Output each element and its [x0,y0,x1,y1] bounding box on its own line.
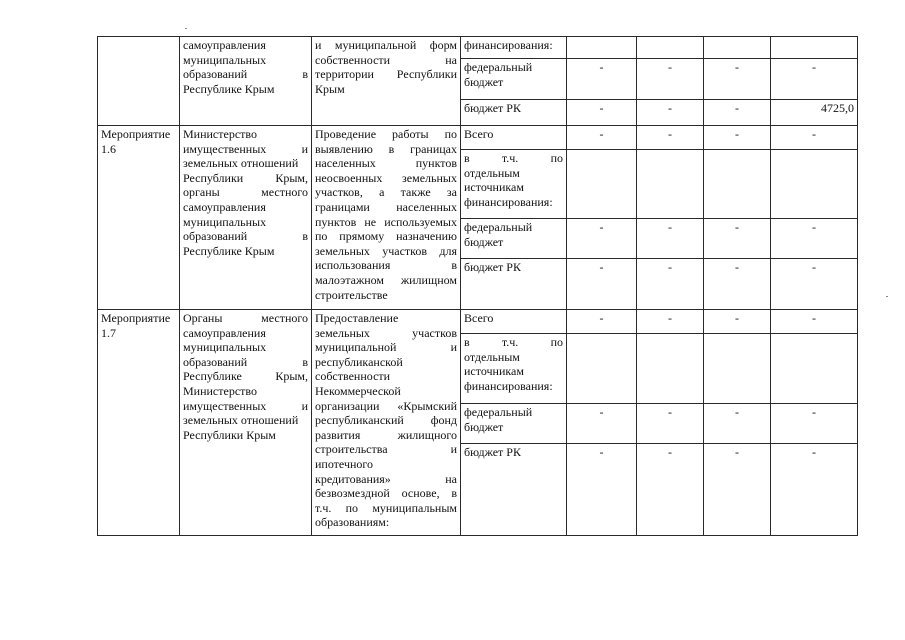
measure-id-cell [98,310,180,536]
executor-cell [180,310,312,536]
executor-line: земельных отношений [183,413,299,428]
scan-speck [886,296,888,297]
content-line: территории Республики [315,67,457,82]
value-cell [567,334,637,404]
value-cell: - [771,310,858,334]
value-cell [771,150,858,219]
value-cell: - [704,310,771,334]
executor-line: Республике Крым, [183,369,308,384]
value-cell: - [637,310,704,334]
executor-line: образований в [183,354,308,369]
content-line: земельных участков [315,325,457,340]
value-cell: - [704,444,771,536]
content-line: строительства и [315,442,457,457]
source-cell [461,334,567,404]
value-cell: - [567,444,637,536]
value-cell: - [567,404,637,444]
source-cell: Всего [461,126,567,150]
value-cell: - [637,444,704,536]
content-line: т.ч. по муниципальным [315,500,457,515]
executor-line: муниципальных [183,52,267,67]
executor-line: Республике Крым [183,81,275,96]
value-cell: - [704,126,771,150]
executor-line: земельных отношений [183,156,299,171]
content-cell [312,126,461,310]
value-cell: - [567,59,637,100]
content-line: муниципальной и [315,340,457,355]
table-row [98,310,858,334]
source-line: источникам [464,180,524,195]
content-line: по прямому назначению [315,229,457,244]
executor-line: имущественных и [183,141,308,156]
content-line: неосвоенных земельных [315,170,457,185]
content-line: кредитования» на [315,471,457,486]
measure-id: Мероприятие 1.6 [101,127,171,156]
value-cell: - [637,100,704,126]
content-line: Некоммерческой [315,383,401,398]
content-line: Предоставление [315,311,399,325]
source-line: финансирования: [464,378,553,393]
measure-id-cell [98,37,180,126]
table-row [98,37,858,59]
value-cell: - [567,219,637,259]
source-cell: бюджет РК [461,100,567,126]
content-line: образованиям: [315,515,390,530]
source-cell: федеральный бюджет [461,404,567,444]
executor-line: муниципальных [183,340,267,355]
content-line: собственности на [315,52,457,67]
value-cell [771,334,858,404]
value-cell: - [771,444,858,536]
value-cell [704,37,771,59]
value-cell: - [771,126,858,150]
content-line: малоэтажном жилищном [315,272,457,287]
content-line: собственности [315,369,391,384]
executor-line: Органы местного [183,311,308,325]
source-line: в т.ч. по [464,335,563,349]
value-cell: - [771,259,858,310]
source-line: в т.ч. по [464,151,563,165]
content-line: республиканской [315,354,403,369]
content-line: населенных пунктов [315,156,457,171]
table-row [98,126,858,150]
value-cell: - [637,126,704,150]
content-line: Крым [315,81,345,96]
content-line: ипотечного [315,456,374,471]
executor-line: самоуправления [183,325,266,340]
value-cell: - [704,59,771,100]
executor-line: муниципальных [183,214,267,229]
program-measures-table [97,36,858,536]
executor-line: Республики Крым [183,427,276,442]
measure-id: Мероприятие 1.7 [101,311,171,340]
value-cell: - [567,126,637,150]
executor-line: Республики Крым, [183,170,308,185]
source-cell: финансирования: [461,37,567,59]
value-cell: - [567,310,637,334]
source-line: отдельным [464,165,520,180]
value-cell [567,37,637,59]
source-cell [461,150,567,219]
executor-line: Министерство [183,383,257,398]
value-cell: - [637,259,704,310]
value-cell: - [771,404,858,444]
source-cell: бюджет РК [461,444,567,536]
executor-line: образований в [183,229,308,244]
content-line: пунктов не используемых [315,214,457,229]
value-cell: - [704,259,771,310]
source-cell: федеральный бюджет [461,59,567,100]
content-cell [312,310,461,536]
value-cell [637,37,704,59]
value-cell: - [637,219,704,259]
content-line: использования в [315,258,457,273]
source-cell: Всего [461,310,567,334]
value-cell [637,150,704,219]
value-cell: - [704,100,771,126]
value-cell [704,334,771,404]
source-line: финансирования: [464,194,553,209]
content-line: и муниципальной форм [315,38,457,52]
value-cell: - [704,404,771,444]
value-cell [637,334,704,404]
value-cell: - [704,219,771,259]
executor-line: Республике Крым [183,243,275,258]
value-cell: - [637,404,704,444]
executor-line: самоуправления [183,199,266,214]
content-line: республиканский фонд [315,413,457,428]
content-line: строительстве [315,287,388,302]
executor-line: самоуправления [183,38,266,52]
source-cell: федеральный бюджет [461,219,567,259]
value-cell [771,37,858,59]
executor-line: Министерство [183,127,257,141]
value-cell [704,150,771,219]
content-line: земельных участков для [315,243,457,258]
content-line: участков, а также за [315,185,457,200]
content-line: Проведение работы по [315,127,457,141]
value-cell: - [771,59,858,100]
value-cell: - [637,59,704,100]
source-cell: бюджет РК [461,259,567,310]
content-line: развития жилищного [315,427,457,442]
executor-line: имущественных и [183,398,308,413]
value-cell: - [771,219,858,259]
measure-id-cell [98,126,180,310]
value-cell [567,150,637,219]
content-line: выявлению в границах [315,141,457,156]
value-cell: - [567,259,637,310]
value-cell: 4725,0 [771,100,858,126]
value-cell: - [567,100,637,126]
scan-speck [185,28,187,29]
content-line: безвозмездной основе, в [315,486,457,501]
executor-line: образований в [183,67,308,82]
executor-cell [180,126,312,310]
source-line: источникам [464,364,524,379]
content-cell [312,37,461,126]
source-line: отдельным [464,349,520,364]
executor-line: органы местного [183,185,308,200]
content-line: организации «Крымский [315,398,457,413]
content-line: границами населенных [315,199,457,214]
executor-cell [180,37,312,126]
